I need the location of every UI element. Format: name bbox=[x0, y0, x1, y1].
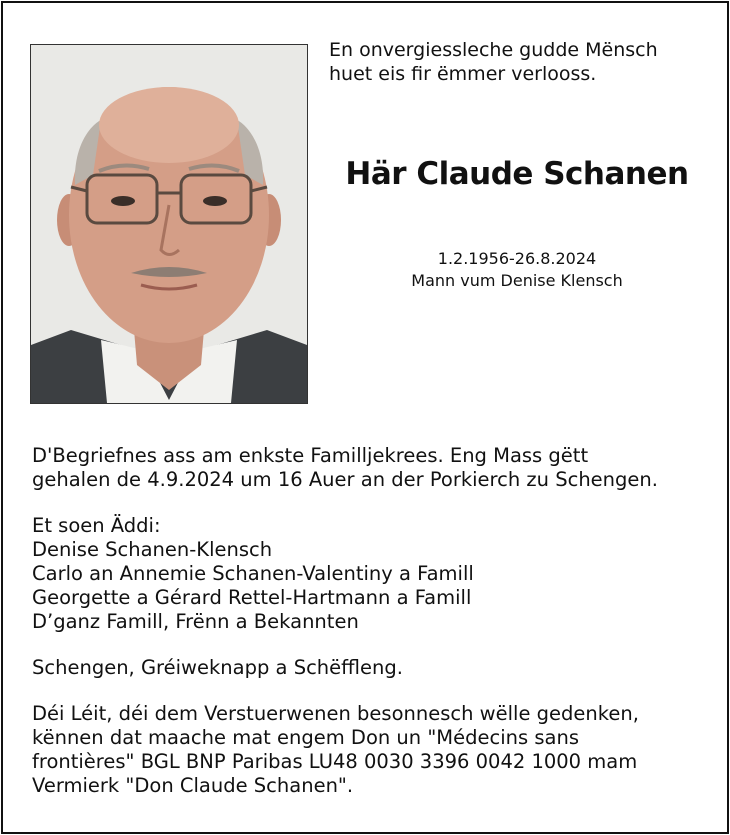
funeral-line: D'Begriefnes ass am enkste Familljekrees. Eng Mass gëtt bbox=[32, 444, 589, 467]
donation-line: Déi Léit, déi dem Verstuerwenen besonnesch wëlle gedenken, bbox=[32, 702, 639, 725]
mourner-item: Georgette a Gérard Rettel-Hartmann a Famill bbox=[32, 586, 472, 609]
deceased-name: Här Claude Schanen bbox=[345, 156, 689, 192]
motto-line: huet eis fir ëmmer verlooss. bbox=[329, 63, 597, 85]
mourner-item: D’ganz Famill, Frënn a Bekannten bbox=[32, 610, 359, 633]
donation-line: kënnen dat maache mat engem Don un "Médecins sans bbox=[32, 726, 579, 749]
donation-line: frontières" BGL BNP Paribas LU48 0030 3396 0042 1000 mam bbox=[32, 750, 638, 773]
donation-line: Vermierk "Don Claude Schanen". bbox=[32, 774, 354, 797]
relation: Mann vum Denise Klensch bbox=[411, 271, 623, 290]
portrait-photo bbox=[30, 44, 308, 404]
obituary-body bbox=[32, 444, 722, 798]
mourner-item: Denise Schanen-Klensch bbox=[32, 538, 273, 561]
funeral-line: gehalen de 4.9.2024 um 16 Auer an der Porkierch zu Schengen. bbox=[32, 468, 658, 491]
mourner-item: Carlo an Annemie Schanen-Valentiny a Famill bbox=[32, 562, 474, 585]
obituary-card bbox=[1, 1, 729, 834]
places: Schengen, Gréiweknapp a Schëffleng. bbox=[32, 656, 403, 679]
motto bbox=[329, 38, 719, 86]
life-dates-block bbox=[329, 248, 705, 292]
motto-line: En onvergiessleche gudde Mënsch bbox=[329, 39, 658, 61]
life-dates: 1.2.1956-26.8.2024 bbox=[437, 249, 597, 268]
mourners-heading: Et soen Äddi: bbox=[32, 514, 161, 537]
